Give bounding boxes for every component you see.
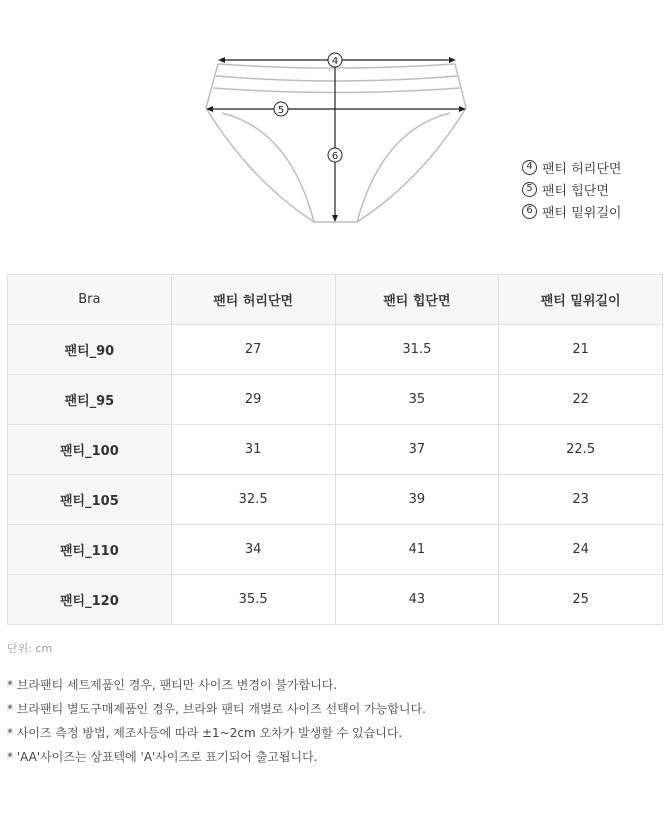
table-row <box>8 325 663 375</box>
table-row <box>8 525 663 575</box>
rise-cell: 24 <box>499 525 663 575</box>
legend-label: 팬티 허리단면 <box>542 161 622 177</box>
legend-number-badge: 4 <box>522 160 537 175</box>
legend-item-hip <box>522 178 621 200</box>
hip-cell: 39 <box>335 475 499 525</box>
legend-label: 팬티 밑위길이 <box>542 205 622 221</box>
size-cell: 팬티_100 <box>8 425 172 475</box>
legend-number-badge: 6 <box>522 204 537 219</box>
hip-cell: 43 <box>335 575 499 625</box>
rise-cell: 23 <box>499 475 663 525</box>
size-cell: 팬티_90 <box>8 325 172 375</box>
header-size: Bra <box>8 275 172 325</box>
waist-cell: 29 <box>171 375 335 425</box>
note-item: * 브라팬티 세트제품인 경우, 팬티만 사이즈 변경이 불가합니다. <box>7 678 338 692</box>
legend-label: 팬티 힙단면 <box>542 183 609 199</box>
note-item: * 브라팬티 별도구매제품인 경우, 브라와 팬티 개별로 사이즈 선택이 가능합니다. <box>7 702 426 716</box>
waist-cell: 32.5 <box>171 475 335 525</box>
unit-label: 단위: cm <box>7 642 53 655</box>
hip-cell: 37 <box>335 425 499 475</box>
note-item: * 'AA'사이즈는 상표텍에 'A'사이즈로 표기되어 출고됩니다. <box>7 750 318 764</box>
waist-cell: 27 <box>171 325 335 375</box>
table-header-row <box>8 275 663 325</box>
waist-number-label: 4 <box>331 56 339 67</box>
header-waist: 팬티 허리단면 <box>171 275 335 325</box>
notes-list <box>7 676 426 772</box>
table-row <box>8 475 663 525</box>
waist-cell: 31 <box>171 425 335 475</box>
size-chart-table <box>7 274 663 625</box>
hip-cell: 41 <box>335 525 499 575</box>
table-row <box>8 425 663 475</box>
rise-number-label: 6 <box>331 151 339 162</box>
header-rise: 팬티 밑위길이 <box>499 275 663 325</box>
size-cell: 팬티_110 <box>8 525 172 575</box>
table-row <box>8 375 663 425</box>
header-hip: 팬티 힙단면 <box>335 275 499 325</box>
size-cell: 팬티_105 <box>8 475 172 525</box>
note-item: * 사이즈 측정 방법, 제조사등에 따라 ±1~2cm 오차가 발생할 수 있습니다. <box>7 726 403 740</box>
table-row <box>8 575 663 625</box>
rise-cell: 22 <box>499 375 663 425</box>
rise-cell: 22.5 <box>499 425 663 475</box>
legend-number-badge: 5 <box>522 182 537 197</box>
hip-cell: 35 <box>335 375 499 425</box>
waist-cell: 35.5 <box>171 575 335 625</box>
hip-number-label: 5 <box>277 105 285 116</box>
waist-cell: 34 <box>171 525 335 575</box>
size-cell: 팬티_95 <box>8 375 172 425</box>
legend-item-rise <box>522 200 621 222</box>
size-cell: 팬티_120 <box>8 575 172 625</box>
rise-cell: 21 <box>499 325 663 375</box>
rise-cell: 25 <box>499 575 663 625</box>
measurement-legend <box>522 156 621 222</box>
legend-item-waist <box>522 156 621 178</box>
hip-cell: 31.5 <box>335 325 499 375</box>
